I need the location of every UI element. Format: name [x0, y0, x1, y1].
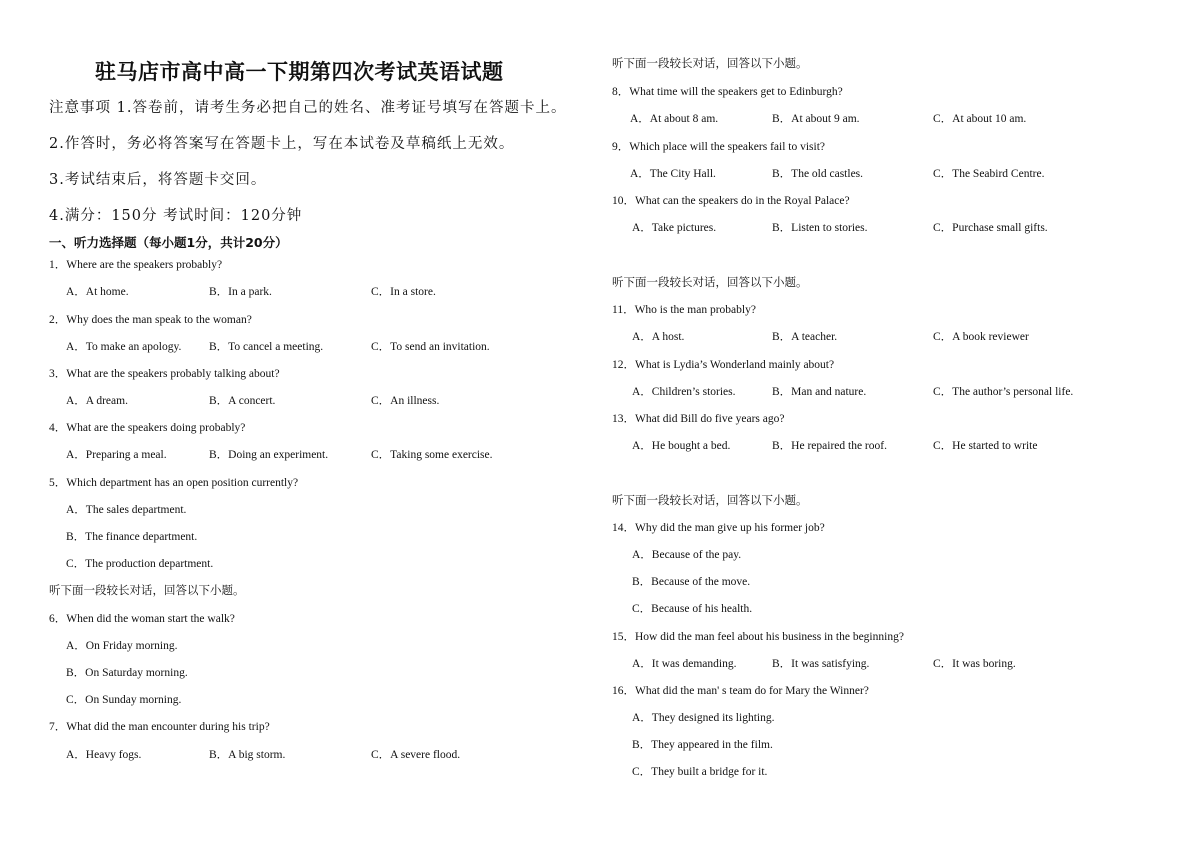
q5-option-a: A．The sales department.: [66, 504, 187, 516]
q4-option-b: B．Doing an experiment.: [209, 449, 329, 461]
q3-option-a: A．A dream.: [66, 395, 128, 407]
q3-option-b: B．A concert.: [209, 395, 276, 407]
notes-line-3: 3.考试结束后，将答题卡交回。: [49, 172, 267, 188]
q1-option-c: C．In a store.: [371, 286, 436, 298]
q8-option-a: A．At about 8 am.: [630, 113, 719, 125]
notes-line-2: 2.作答时，务必将答案写在答题卡上，写在本试卷及草稿纸上无效。: [49, 136, 515, 152]
q12-option-b: B．Man and nature.: [772, 386, 867, 398]
q5-option-c: C．The production department.: [66, 558, 214, 570]
q10-option-a: A．Take pictures.: [632, 222, 717, 234]
q16-option-a: A．They designed its lighting.: [632, 712, 775, 724]
question-8: 8．What time will the speakers get to Edinburgh?: [612, 86, 843, 98]
long-dialogue-instruction-2: 听下面一段较长对话，回答以下小题。: [612, 56, 808, 70]
q6-option-b: B．On Saturday morning.: [66, 667, 188, 679]
q15-option-b: B．It was satisfying.: [772, 658, 870, 670]
notes-line-1: 注意事项 1.答卷前，请考生务必把自己的姓名、准考证号填写在答题卡上。: [49, 100, 567, 116]
q11-option-a: A．A host.: [632, 331, 685, 343]
q6-option-c: C．On Sunday morning.: [66, 694, 182, 706]
long-dialogue-instruction-3: 听下面一段较长对话，回答以下小题。: [612, 275, 808, 289]
question-12: 12．What is Lydia’s Wonderland mainly about?: [612, 359, 835, 371]
long-dialogue-instruction-1: 听下面一段较长对话，回答以下小题。: [49, 583, 245, 597]
q7-option-c: C．A severe flood.: [371, 749, 461, 761]
q1-option-b: B．In a park.: [209, 286, 272, 298]
question-11: 11．Who is the man probably?: [612, 304, 756, 316]
q4-option-c: C．Taking some exercise.: [371, 449, 493, 461]
q13-option-b: B．He repaired the roof.: [772, 440, 887, 452]
question-3: 3．What are the speakers probably talking about?: [49, 368, 280, 380]
q5-option-b: B．The finance department.: [66, 531, 198, 543]
q12-option-c: C．The author’s personal life.: [933, 386, 1074, 398]
q14-option-a: A．Because of the pay.: [632, 549, 742, 561]
question-1: 1．Where are the speakers probably?: [49, 259, 223, 271]
question-2: 2．Why does the man speak to the woman?: [49, 314, 252, 326]
q14-option-c: C．Because of his health.: [632, 603, 753, 615]
section-heading-listening: 一、听力选择题（每小题1分，共计20分）: [49, 235, 288, 250]
question-16: 16．What did the man' s team do for Mary the Winner?: [612, 685, 869, 697]
long-dialogue-instruction-4: 听下面一段较长对话，回答以下小题。: [612, 493, 808, 507]
q4-option-a: A．Preparing a meal.: [66, 449, 167, 461]
question-15: 15．How did the man feel about his business in the beginning?: [612, 631, 904, 643]
q9-option-b: B．The old castles.: [772, 168, 864, 180]
q11-option-b: B．A teacher.: [772, 331, 838, 343]
q10-option-b: B．Listen to stories.: [772, 222, 868, 234]
question-5: 5．Which department has an open position currently?: [49, 477, 299, 489]
q12-option-a: A．Children’s stories.: [632, 386, 736, 398]
exam-title: 驻马店市高中高一下期第四次考试英语试题: [95, 60, 504, 84]
notes-line-4: 4.满分：150分 考试时间：120分钟: [49, 208, 303, 224]
q2-option-c: C．To send an invitation.: [371, 341, 490, 353]
question-9: 9．Which place will the speakers fail to visit?: [612, 141, 826, 153]
q3-option-c: C．An illness.: [371, 395, 440, 407]
q15-option-a: A．It was demanding.: [632, 658, 737, 670]
question-4: 4．What are the speakers doing probably?: [49, 422, 246, 434]
q1-option-a: A．At home.: [66, 286, 129, 298]
q7-option-b: B．A big storm.: [209, 749, 286, 761]
q10-option-c: C．Purchase small gifts.: [933, 222, 1048, 234]
q16-option-b: B．They appeared in the film.: [632, 739, 773, 751]
q9-option-c: C．The Seabird Centre.: [933, 168, 1045, 180]
q13-option-a: A．He bought a bed.: [632, 440, 731, 452]
q8-option-c: C．At about 10 am.: [933, 113, 1027, 125]
q11-option-c: C．A book reviewer: [933, 331, 1029, 343]
q9-option-a: A．The City Hall.: [630, 168, 716, 180]
q6-option-a: A．On Friday morning.: [66, 640, 178, 652]
q8-option-b: B．At about 9 am.: [772, 113, 860, 125]
q14-option-b: B．Because of the move.: [632, 576, 751, 588]
q16-option-c: C．They built a bridge for it.: [632, 766, 768, 778]
q2-option-b: B．To cancel a meeting.: [209, 341, 324, 353]
question-7: 7．What did the man encounter during his trip?: [49, 721, 270, 733]
question-13: 13．What did Bill do five years ago?: [612, 413, 785, 425]
q15-option-c: C．It was boring.: [933, 658, 1016, 670]
q7-option-a: A．Heavy fogs.: [66, 749, 142, 761]
q13-option-c: C．He started to write: [933, 440, 1038, 452]
question-6: 6．When did the woman start the walk?: [49, 613, 235, 625]
question-14: 14．Why did the man give up his former job?: [612, 522, 825, 534]
q2-option-a: A．To make an apology.: [66, 341, 182, 353]
question-10: 10．What can the speakers do in the Royal Palace?: [612, 195, 850, 207]
